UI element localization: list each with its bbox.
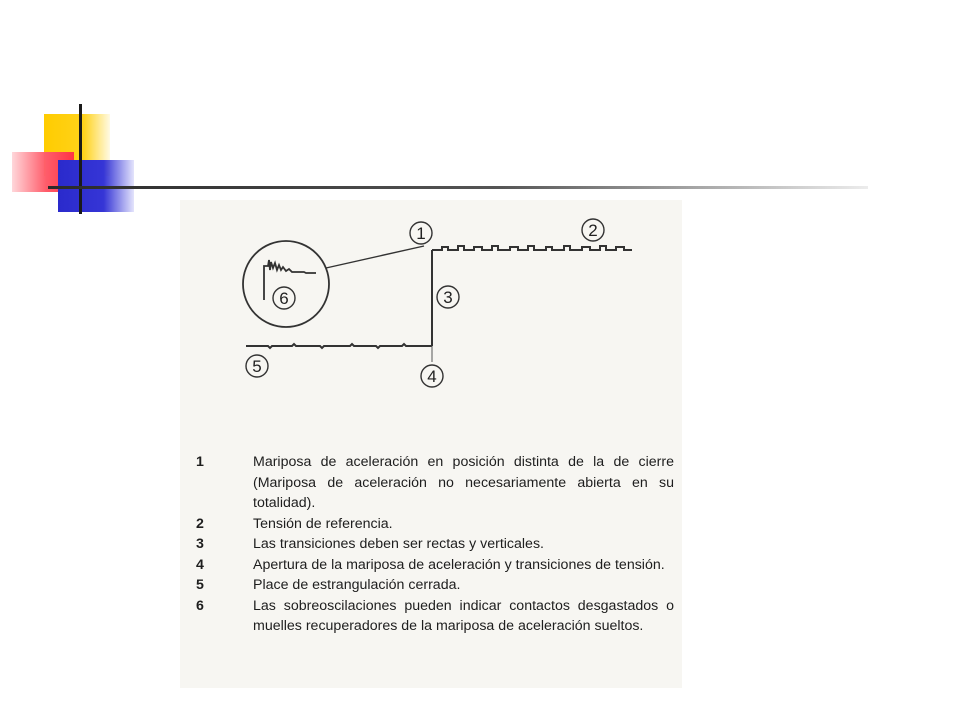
callout-2 [582, 219, 604, 241]
legend-text: Tensión de referencia. [253, 515, 393, 532]
legend-text: Place de estrangulación cerrada. [253, 577, 461, 593]
decor-vertical-line [79, 104, 82, 214]
upper-trace [432, 246, 632, 250]
legend-text: Apertura de la mariposa de aceleración y transiciones de tensión. [253, 556, 665, 573]
overshoot-trace [264, 260, 316, 300]
svg-text:2: 2 [588, 221, 598, 240]
callout-5 [246, 355, 268, 377]
decor-horizontal-line [48, 186, 868, 189]
legend-number: 2 [196, 515, 204, 532]
magnifier-pointer [326, 246, 424, 268]
legend-text: Las transiciones deben ser rectas y verticales. [253, 536, 544, 552]
scanned-figure [180, 200, 682, 688]
callout-6 [273, 287, 295, 309]
callout-3 [437, 286, 459, 308]
legend-number: 5 [196, 577, 204, 593]
svg-text:3: 3 [443, 288, 453, 307]
legend-number: 3 [196, 536, 204, 552]
lower-trace [246, 344, 432, 348]
legend-text: Las sobreoscilaciones pueden indicar contactos desgastados o muelles recuperadores de la mariposa de aceleración sueltos. [253, 597, 674, 634]
magnifier-circle [243, 241, 329, 327]
legend-item [196, 555, 674, 576]
legend-item [196, 514, 674, 535]
svg-text:6: 6 [279, 289, 289, 308]
svg-text:4: 4 [427, 367, 437, 386]
waveform-diagram [180, 200, 682, 450]
legend-item [196, 452, 674, 514]
legend-item [196, 596, 674, 637]
svg-text:5: 5 [252, 357, 262, 376]
svg-text:1: 1 [416, 224, 426, 243]
legend-list [196, 452, 674, 637]
legend-number: 6 [196, 597, 204, 614]
callout-1 [410, 222, 432, 244]
legend-item [196, 534, 674, 555]
legend-number: 1 [196, 454, 204, 470]
legend-text: Mariposa de aceleración en posición distinta de la de cierre (Mariposa de aceleración no necesariamente abierta en su totalidad). [253, 454, 674, 511]
callout-4 [421, 365, 443, 387]
legend-item [196, 575, 674, 596]
legend-number: 4 [196, 556, 204, 573]
